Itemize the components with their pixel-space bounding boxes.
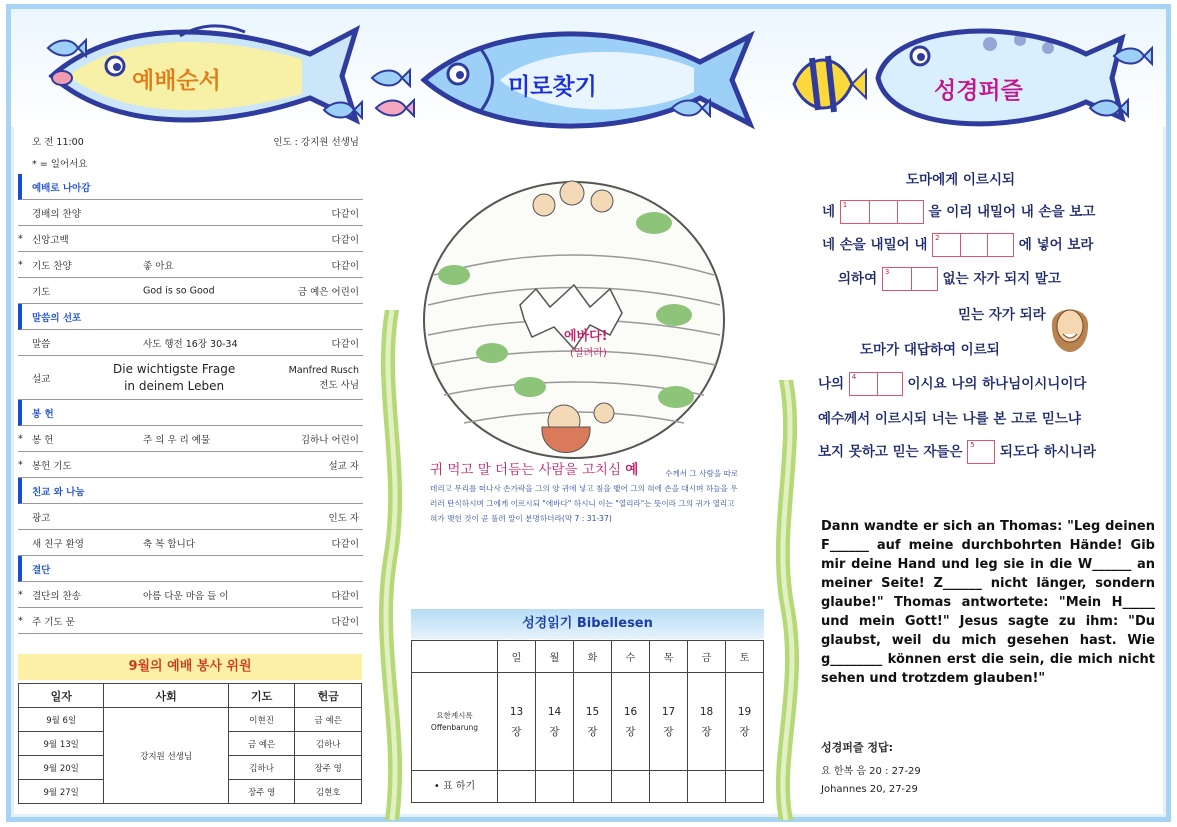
bubble-sub: (열려라) <box>570 348 607 359</box>
maze-illustration <box>414 165 734 465</box>
worship-item: 기도 찬양 <box>32 260 72 272</box>
reading-day: 수 <box>612 641 650 673</box>
duty-date: 9월 13일 <box>19 732 104 756</box>
worship-person: 인도 자 <box>328 512 359 524</box>
small-fish-icon <box>668 96 712 120</box>
stand-marker: * <box>18 233 23 244</box>
worship-header-row <box>18 130 363 152</box>
banner-title-bible-puzzle: 성경퍼즐 <box>934 78 1023 104</box>
worship-item-row <box>18 226 363 252</box>
duty-header: 사회 <box>104 684 228 708</box>
reading-check-row <box>412 771 764 803</box>
reading-check-cell[interactable] <box>650 771 688 803</box>
worship-item-row <box>18 252 363 278</box>
worship-item: 경배의 찬양 <box>32 208 81 220</box>
puzzle-blank-3[interactable]: 3 <box>882 267 938 291</box>
reading-chapter: 16 장 <box>612 673 650 771</box>
stand-marker: * <box>18 459 23 470</box>
worship-rows <box>18 174 363 634</box>
small-fish-icon <box>1086 96 1130 120</box>
worship-detail: 좋 아요 <box>143 260 174 272</box>
worship-item: 기도 <box>32 286 51 298</box>
worship-section-heading <box>18 174 363 200</box>
reading-check-cell[interactable] <box>612 771 650 803</box>
puzzle-blank-5[interactable]: 5 <box>967 440 995 464</box>
duty-row <box>19 708 362 732</box>
puzzle-blank-1[interactable]: 1 <box>840 200 924 224</box>
worship-item: 결단의 찬송 <box>32 590 81 602</box>
worship-section-heading <box>18 400 363 426</box>
section-label: 결단 <box>32 564 51 576</box>
section-label: 친교 와 나눔 <box>32 486 85 498</box>
duty-offering: 김하나 <box>295 732 362 756</box>
small-fish-icon <box>320 98 364 122</box>
worship-item-row <box>18 504 363 530</box>
puzzle-answer-de: Johannes 20, 27-29 <box>821 784 918 795</box>
duty-header-row <box>19 684 362 708</box>
vine-decoration-right <box>766 380 806 820</box>
maze-caption-title-text: 귀 먹고 말 더듬는 사람을 고치심 <box>430 462 621 478</box>
stand-marker: * <box>18 259 23 270</box>
puzzle-line-8: 보지 못하고 믿는 자들은 5 되도다 하시니라 <box>818 440 1096 464</box>
section-label: 예배로 나아감 <box>32 182 91 194</box>
duty-host: 강지원 선생님 <box>104 708 228 804</box>
worship-item-row <box>18 200 363 226</box>
worship-item-row <box>18 278 363 304</box>
duty-offering: 김현호 <box>295 780 362 804</box>
worship-item: 설교 <box>32 373 51 385</box>
reading-book <box>412 673 498 771</box>
reading-book-ko: 요한계시록 <box>436 710 473 720</box>
worship-section-heading <box>18 556 363 582</box>
stand-marker: * <box>18 589 23 600</box>
worship-order <box>18 130 363 634</box>
duty-date: 9월 27일 <box>19 780 104 804</box>
reading-check-cell[interactable] <box>536 771 574 803</box>
reading-chapters-row <box>412 673 764 771</box>
duty-title: 9월의 예배 봉사 위원 <box>18 654 362 680</box>
worship-item-row <box>18 452 363 478</box>
small-fish-icon <box>44 36 88 60</box>
worship-detail: 사도 행전 16장 30-34 <box>143 338 238 350</box>
reading-day: 화 <box>574 641 612 673</box>
angelfish-icon <box>786 44 868 124</box>
duty-prayer: 금 예은 <box>228 732 295 756</box>
reading-check-cell[interactable] <box>498 771 536 803</box>
worship-item-row <box>18 582 363 608</box>
duty-table <box>18 683 362 804</box>
reading-corner-cell <box>412 641 498 673</box>
worship-person: Manfred Rusch 전도 사님 <box>288 364 359 391</box>
duty-date: 9월 20일 <box>19 756 104 780</box>
puzzle-line-3: 의하여 3 없는 자가 되지 말고 <box>838 267 1061 291</box>
puzzle-intro: 도마에게 이르시되 <box>906 172 1016 188</box>
worship-detail: 축 복 합니다 <box>143 538 195 550</box>
puzzle-line-5: 도마가 대답하여 이르되 <box>860 342 1000 358</box>
worship-detail: God is so Good <box>143 285 215 296</box>
duty-header: 기도 <box>228 684 295 708</box>
worship-section-heading <box>18 478 363 504</box>
worship-time: 오 전 11:00 <box>32 137 84 148</box>
german-verse: Dann wandte er sich an Thomas: "Leg deinen F______ auf meine durchbohrten Hände! Gib mir deine Hand und leg sie in die W______ an meiner Seite! Z______ nicht länger, sondern glaube!" Thomas antwortete: "Mein H_____ und mein Gott!" Jesus sagte zu ihm: "Du glaubst, weil du mich gesehen hast. Wie g________ können erst die sein, die mich nicht sehen und trotzdem glauben!" <box>821 519 1155 686</box>
reading-chapter: 18 장 <box>688 673 726 771</box>
duty-header: 헌금 <box>295 684 362 708</box>
section-label: 말씀의 선포 <box>32 312 82 324</box>
worship-item: 봉헌 기도 <box>32 460 72 472</box>
puzzle-blank-4[interactable]: 4 <box>849 372 903 396</box>
reading-table <box>411 640 764 803</box>
puzzle-line-1: 네 1 을 이리 내밀어 내 손을 보고 <box>822 200 1095 224</box>
worship-item: 말씀 <box>32 338 51 350</box>
reading-check-cell[interactable] <box>726 771 764 803</box>
puzzle-line-6: 나의 4 이시요 나의 하나님이시니이다 <box>818 372 1086 396</box>
small-fish-icon <box>372 96 416 120</box>
worship-item-row <box>18 426 363 452</box>
reading-check-cell[interactable] <box>574 771 612 803</box>
vine-decoration-left <box>372 310 412 820</box>
reading-day: 월 <box>536 641 574 673</box>
stand-note: * = 일어서요 <box>32 159 88 170</box>
reading-day: 목 <box>650 641 688 673</box>
duty-date: 9월 6일 <box>19 708 104 732</box>
worship-item: 새 친구 환영 <box>32 538 84 550</box>
maze-caption-body: 수께서 그 사람을 따로 데리고 무리를 떠나사 손가락을 그의 양 귀에 넣고 침을 뱉어 그의 혀에 손을 대시며 하늘을 우러러 탄식하시며 그에게 이르시되 "에바다" 하시니 이는 "열리라"는 뜻이라 그의 귀가 열리고 혀가 맺힌 것이 곧 풀려 말이 분명하더라(막 7 : 31-37) <box>430 469 739 523</box>
worship-person: 다같이 <box>331 208 359 220</box>
small-fish-icon <box>1110 44 1154 68</box>
worship-person: 다같이 <box>331 338 359 350</box>
worship-person: 다같이 <box>331 234 359 246</box>
reading-chapter: 19 장 <box>726 673 764 771</box>
worship-detail: 주 의 우 리 예물 <box>143 434 211 446</box>
duty-prayer: 장주 영 <box>228 780 295 804</box>
worship-note-row <box>18 152 363 174</box>
puzzle-answer-ko: 요 한복 음 20 : 27-29 <box>821 766 921 777</box>
jesus-face-icon <box>1046 296 1094 354</box>
reading-day: 일 <box>498 641 536 673</box>
worship-item-row <box>18 608 363 634</box>
maze-caption-lead: 예 <box>625 462 639 478</box>
worship-detail: 아름 다운 마음 들 이 <box>143 590 229 602</box>
reading-day: 토 <box>726 641 764 673</box>
banner-title-maze: 미로찾기 <box>508 74 597 100</box>
worship-item-row <box>18 330 363 356</box>
reading-check-cell[interactable] <box>688 771 726 803</box>
worship-leader: 인도 : 강지원 선생님 <box>273 137 359 148</box>
worship-item: 광고 <box>32 512 51 524</box>
reading-book-de: Offenbarung <box>430 722 479 732</box>
worship-item: 신앙고백 <box>32 234 69 246</box>
duty-offering: 금 예은 <box>295 708 362 732</box>
worship-person: 다같이 <box>331 538 359 550</box>
reading-chapter: 17 장 <box>650 673 688 771</box>
reading-chapter: 15 장 <box>574 673 612 771</box>
puzzle-line-7: 예수께서 이르시되 너는 나를 본 고로 믿느냐 <box>818 411 1081 427</box>
worship-person: 금 예은 어린이 <box>297 286 359 298</box>
small-fish-icon <box>368 66 412 90</box>
worship-item: 주 기도 문 <box>32 616 75 628</box>
worship-item: 봉 헌 <box>32 434 54 446</box>
reading-chapter: 14 장 <box>536 673 574 771</box>
puzzle-blank-2[interactable]: 2 <box>932 233 1014 257</box>
worship-detail: Die wichtigste Frage in deinem Leben <box>113 361 236 393</box>
worship-person: 다같이 <box>331 616 359 628</box>
stand-marker: * <box>18 433 23 444</box>
worship-person: 김하나 어린이 <box>300 434 359 446</box>
reading-day: 금 <box>688 641 726 673</box>
bubble-main: 에바다! <box>564 329 608 344</box>
duty-prayer: 김하나 <box>228 756 295 780</box>
worship-item-row <box>18 530 363 556</box>
duty-offering: 장주 영 <box>295 756 362 780</box>
worship-person: 다같이 <box>331 590 359 602</box>
section-label: 봉 헌 <box>32 408 54 420</box>
puzzle-line-2: 네 손을 내밀어 내 2 에 넣어 보라 <box>822 233 1093 257</box>
puzzle-line-4: 믿는 자가 되라 <box>958 307 1046 323</box>
reading-check-label: • 표 하기 <box>412 771 498 803</box>
worship-person: 다같이 <box>331 260 359 272</box>
reading-title: 성경읽기 Bibellesen <box>411 609 764 639</box>
worship-item-row <box>18 356 363 400</box>
duty-prayer: 이현진 <box>228 708 295 732</box>
worship-person: 설교 자 <box>328 460 359 472</box>
worship-section-heading <box>18 304 363 330</box>
puzzle-answer-title: 성경퍼즐 정답: <box>821 741 893 754</box>
duty-header: 일자 <box>19 684 104 708</box>
reading-chapter: 13 장 <box>498 673 536 771</box>
banner-title-order-of-worship: 예배순서 <box>132 68 221 94</box>
reading-days-row <box>412 641 764 673</box>
stand-marker: * <box>18 615 23 626</box>
